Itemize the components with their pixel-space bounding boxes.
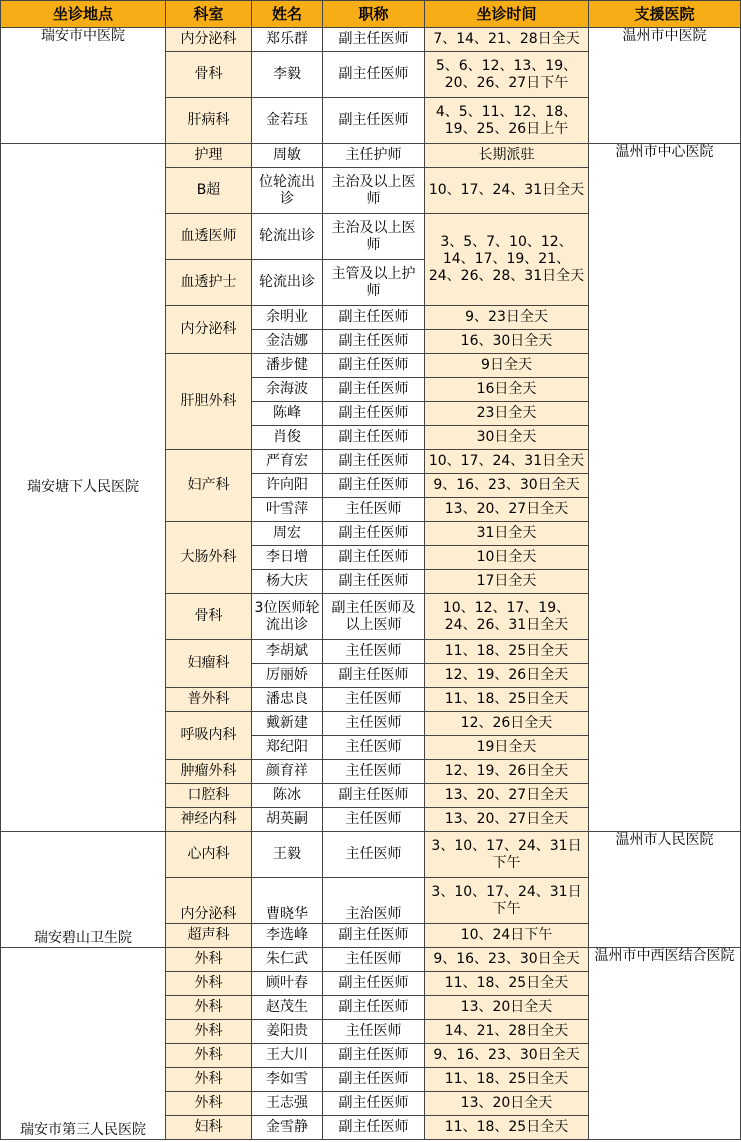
dept-cell: 超声科 bbox=[166, 924, 252, 948]
time-cell: 11、18、25日全天 bbox=[425, 640, 589, 664]
dept-cell: 内分泌科 bbox=[166, 878, 252, 924]
title-cell: 副主任医师 bbox=[323, 1116, 425, 1140]
title-cell: 副主任医师 bbox=[323, 1092, 425, 1116]
dept-cell: 骨科 bbox=[166, 52, 252, 98]
dept-cell: 外科 bbox=[166, 1068, 252, 1092]
dept-cell: 妇瘤科 bbox=[166, 640, 252, 688]
time-cell: 30日全天 bbox=[425, 426, 589, 450]
dept-cell: 普外科 bbox=[166, 688, 252, 712]
table-row bbox=[1, 28, 741, 52]
title-cell: 副主任医师 bbox=[323, 98, 425, 144]
time-cell: 4、5、11、12、18、19、25、26日上午 bbox=[425, 98, 589, 144]
title-cell: 主任医师 bbox=[323, 640, 425, 664]
dept-cell: 大肠外科 bbox=[166, 522, 252, 594]
dept-cell: 心内科 bbox=[166, 832, 252, 878]
time-cell: 10日全天 bbox=[425, 546, 589, 570]
dept-cell: 神经内科 bbox=[166, 808, 252, 832]
time-cell: 11、18、25日全天 bbox=[425, 688, 589, 712]
title-cell: 主任医师 bbox=[323, 712, 425, 736]
table-row bbox=[1, 144, 741, 168]
time-cell: 10、17、24、31日全天 bbox=[425, 168, 589, 214]
title-cell: 主任医师 bbox=[323, 498, 425, 522]
title-cell: 主管及以上护师 bbox=[323, 260, 425, 306]
title-cell: 副主任医师 bbox=[323, 402, 425, 426]
name-cell: 陈冰 bbox=[252, 784, 323, 808]
title-cell: 副主任医师 bbox=[323, 450, 425, 474]
hospital-cell: 温州市中心医院 bbox=[589, 144, 741, 832]
location-cell: 瑞安碧山卫生院 bbox=[1, 832, 166, 948]
header-department: 科室 bbox=[166, 1, 252, 28]
title-cell: 副主任医师 bbox=[323, 1044, 425, 1068]
time-cell: 11、18、25日全天 bbox=[425, 1068, 589, 1092]
time-cell: 13、20、27日全天 bbox=[425, 498, 589, 522]
title-cell: 副主任医师 bbox=[323, 972, 425, 996]
hospital-cell: 温州市中西医结合医院 bbox=[589, 948, 741, 1140]
title-cell: 副主任医师 bbox=[323, 378, 425, 402]
name-cell: 潘步健 bbox=[252, 354, 323, 378]
name-cell: 轮流出诊 bbox=[252, 260, 323, 306]
name-cell: 曹晓华 bbox=[252, 878, 323, 924]
name-cell: 王大川 bbox=[252, 1044, 323, 1068]
time-cell: 19日全天 bbox=[425, 736, 589, 760]
header-hospital: 支援医院 bbox=[589, 1, 741, 28]
time-cell: 12、19、26日全天 bbox=[425, 760, 589, 784]
title-cell: 副主任医师 bbox=[323, 306, 425, 330]
time-cell: 16、30日全天 bbox=[425, 330, 589, 354]
dept-cell: 外科 bbox=[166, 1044, 252, 1068]
title-cell: 副主任医师及以上医师 bbox=[323, 594, 425, 640]
dept-cell: B超 bbox=[166, 168, 252, 214]
header-row bbox=[1, 1, 741, 28]
title-cell: 副主任医师 bbox=[323, 546, 425, 570]
title-cell: 副主任医师 bbox=[323, 1068, 425, 1092]
time-cell: 3、10、17、24、31日下午 bbox=[425, 832, 589, 878]
name-cell: 朱仁武 bbox=[252, 948, 323, 972]
time-cell: 17日全天 bbox=[425, 570, 589, 594]
title-cell: 主治及以上医师 bbox=[323, 168, 425, 214]
time-cell: 13、20、27日全天 bbox=[425, 784, 589, 808]
location-cell: 瑞安塘下人民医院 bbox=[1, 144, 166, 832]
time-cell: 3、10、17、24、31日下午 bbox=[425, 878, 589, 924]
time-cell: 9、16、23、30日全天 bbox=[425, 1044, 589, 1068]
title-cell: 主任医师 bbox=[323, 736, 425, 760]
name-cell: 杨大庆 bbox=[252, 570, 323, 594]
title-cell: 副主任医师 bbox=[323, 52, 425, 98]
name-cell: 赵茂生 bbox=[252, 996, 323, 1020]
hospital-cell: 温州市中医院 bbox=[589, 28, 741, 144]
time-cell: 3、5、7、10、12、14、17、19、21、24、26、28、31日全天 bbox=[425, 214, 589, 306]
name-cell: 郑乐群 bbox=[252, 28, 323, 52]
name-cell: 余海波 bbox=[252, 378, 323, 402]
name-cell: 金若珏 bbox=[252, 98, 323, 144]
header-name: 姓名 bbox=[252, 1, 323, 28]
time-cell: 10、12、17、19、24、26、31日全天 bbox=[425, 594, 589, 640]
time-cell: 13、20日全天 bbox=[425, 996, 589, 1020]
name-cell: 金雪静 bbox=[252, 1116, 323, 1140]
name-cell: 李胡斌 bbox=[252, 640, 323, 664]
header-time: 坐诊时间 bbox=[425, 1, 589, 28]
time-cell: 11、18、25日全天 bbox=[425, 1116, 589, 1140]
dept-cell: 外科 bbox=[166, 972, 252, 996]
time-cell: 13、20、27日全天 bbox=[425, 808, 589, 832]
name-cell: 严育宏 bbox=[252, 450, 323, 474]
time-cell: 13、20日全天 bbox=[425, 1092, 589, 1116]
title-cell: 副主任医师 bbox=[323, 664, 425, 688]
time-cell: 12、19、26日全天 bbox=[425, 664, 589, 688]
title-cell: 主任医师 bbox=[323, 1020, 425, 1044]
title-cell: 副主任医师 bbox=[323, 570, 425, 594]
hospital-cell: 温州市人民医院 bbox=[589, 832, 741, 948]
title-cell: 主任医师 bbox=[323, 760, 425, 784]
dept-cell: 妇科 bbox=[166, 1116, 252, 1140]
time-cell: 长期派驻 bbox=[425, 144, 589, 168]
header-title: 职称 bbox=[323, 1, 425, 28]
dept-cell: 外科 bbox=[166, 948, 252, 972]
dept-cell: 护理 bbox=[166, 144, 252, 168]
time-cell: 9、16、23、30日全天 bbox=[425, 474, 589, 498]
name-cell: 李日增 bbox=[252, 546, 323, 570]
name-cell: 胡英嗣 bbox=[252, 808, 323, 832]
name-cell: 李如雪 bbox=[252, 1068, 323, 1092]
name-cell: 厉丽娇 bbox=[252, 664, 323, 688]
header-location: 坐诊地点 bbox=[1, 1, 166, 28]
table-row bbox=[1, 832, 741, 878]
title-cell: 主任医师 bbox=[323, 832, 425, 878]
time-cell: 5、6、12、13、19、20、26、27日下午 bbox=[425, 52, 589, 98]
dept-cell: 呼吸内科 bbox=[166, 712, 252, 760]
dept-cell: 肝胆外科 bbox=[166, 354, 252, 450]
time-cell: 9、23日全天 bbox=[425, 306, 589, 330]
name-cell: 王毅 bbox=[252, 832, 323, 878]
name-cell: 金洁娜 bbox=[252, 330, 323, 354]
name-cell: 许向阳 bbox=[252, 474, 323, 498]
time-cell: 31日全天 bbox=[425, 522, 589, 546]
name-cell: 顾叶春 bbox=[252, 972, 323, 996]
title-cell: 主治及以上医师 bbox=[323, 214, 425, 260]
time-cell: 9、16、23、30日全天 bbox=[425, 948, 589, 972]
time-cell: 9日全天 bbox=[425, 354, 589, 378]
dept-cell: 内分泌科 bbox=[166, 306, 252, 354]
name-cell: 周宏 bbox=[252, 522, 323, 546]
location-cell: 瑞安市第三人民医院 bbox=[1, 948, 166, 1140]
time-cell: 10、24日下午 bbox=[425, 924, 589, 948]
dept-cell: 妇产科 bbox=[166, 450, 252, 522]
time-cell: 10、17、24、31日全天 bbox=[425, 450, 589, 474]
title-cell: 副主任医师 bbox=[323, 354, 425, 378]
title-cell: 副主任医师 bbox=[323, 28, 425, 52]
time-cell: 11、18、25日全天 bbox=[425, 972, 589, 996]
name-cell: 轮流出诊 bbox=[252, 214, 323, 260]
name-cell: 郑纪阳 bbox=[252, 736, 323, 760]
dept-cell: 血透护士 bbox=[166, 260, 252, 306]
table-row bbox=[1, 948, 741, 972]
title-cell: 副主任医师 bbox=[323, 522, 425, 546]
name-cell: 姜阳贵 bbox=[252, 1020, 323, 1044]
time-cell: 14、21、28日全天 bbox=[425, 1020, 589, 1044]
name-cell: 余明业 bbox=[252, 306, 323, 330]
name-cell: 周敏 bbox=[252, 144, 323, 168]
name-cell: 戴新建 bbox=[252, 712, 323, 736]
name-cell: 位轮流出诊 bbox=[252, 168, 323, 214]
dept-cell: 骨科 bbox=[166, 594, 252, 640]
dept-cell: 内分泌科 bbox=[166, 28, 252, 52]
time-cell: 23日全天 bbox=[425, 402, 589, 426]
dept-cell: 口腔科 bbox=[166, 784, 252, 808]
title-cell: 主任医师 bbox=[323, 948, 425, 972]
title-cell: 副主任医师 bbox=[323, 784, 425, 808]
title-cell: 副主任医师 bbox=[323, 924, 425, 948]
dept-cell: 外科 bbox=[166, 1020, 252, 1044]
title-cell: 副主任医师 bbox=[323, 996, 425, 1020]
dept-cell: 肝病科 bbox=[166, 98, 252, 144]
title-cell: 主任护师 bbox=[323, 144, 425, 168]
name-cell: 李毅 bbox=[252, 52, 323, 98]
dept-cell: 外科 bbox=[166, 996, 252, 1020]
dept-cell: 血透医师 bbox=[166, 214, 252, 260]
title-cell: 主治医师 bbox=[323, 878, 425, 924]
dept-cell: 肿瘤外科 bbox=[166, 760, 252, 784]
title-cell: 主任医师 bbox=[323, 688, 425, 712]
name-cell: 李选峰 bbox=[252, 924, 323, 948]
time-cell: 16日全天 bbox=[425, 378, 589, 402]
title-cell: 主任医师 bbox=[323, 808, 425, 832]
location-cell: 瑞安市中医院 bbox=[1, 28, 166, 144]
name-cell: 叶雪萍 bbox=[252, 498, 323, 522]
name-cell: 3位医师轮流出诊 bbox=[252, 594, 323, 640]
title-cell: 副主任医师 bbox=[323, 330, 425, 354]
name-cell: 王志强 bbox=[252, 1092, 323, 1116]
name-cell: 陈峰 bbox=[252, 402, 323, 426]
name-cell: 颜育祥 bbox=[252, 760, 323, 784]
name-cell: 潘忠良 bbox=[252, 688, 323, 712]
time-cell: 7、14、21、28日全天 bbox=[425, 28, 589, 52]
name-cell: 肖俊 bbox=[252, 426, 323, 450]
title-cell: 副主任医师 bbox=[323, 426, 425, 450]
time-cell: 12、26日全天 bbox=[425, 712, 589, 736]
title-cell: 副主任医师 bbox=[323, 474, 425, 498]
dept-cell: 外科 bbox=[166, 1092, 252, 1116]
